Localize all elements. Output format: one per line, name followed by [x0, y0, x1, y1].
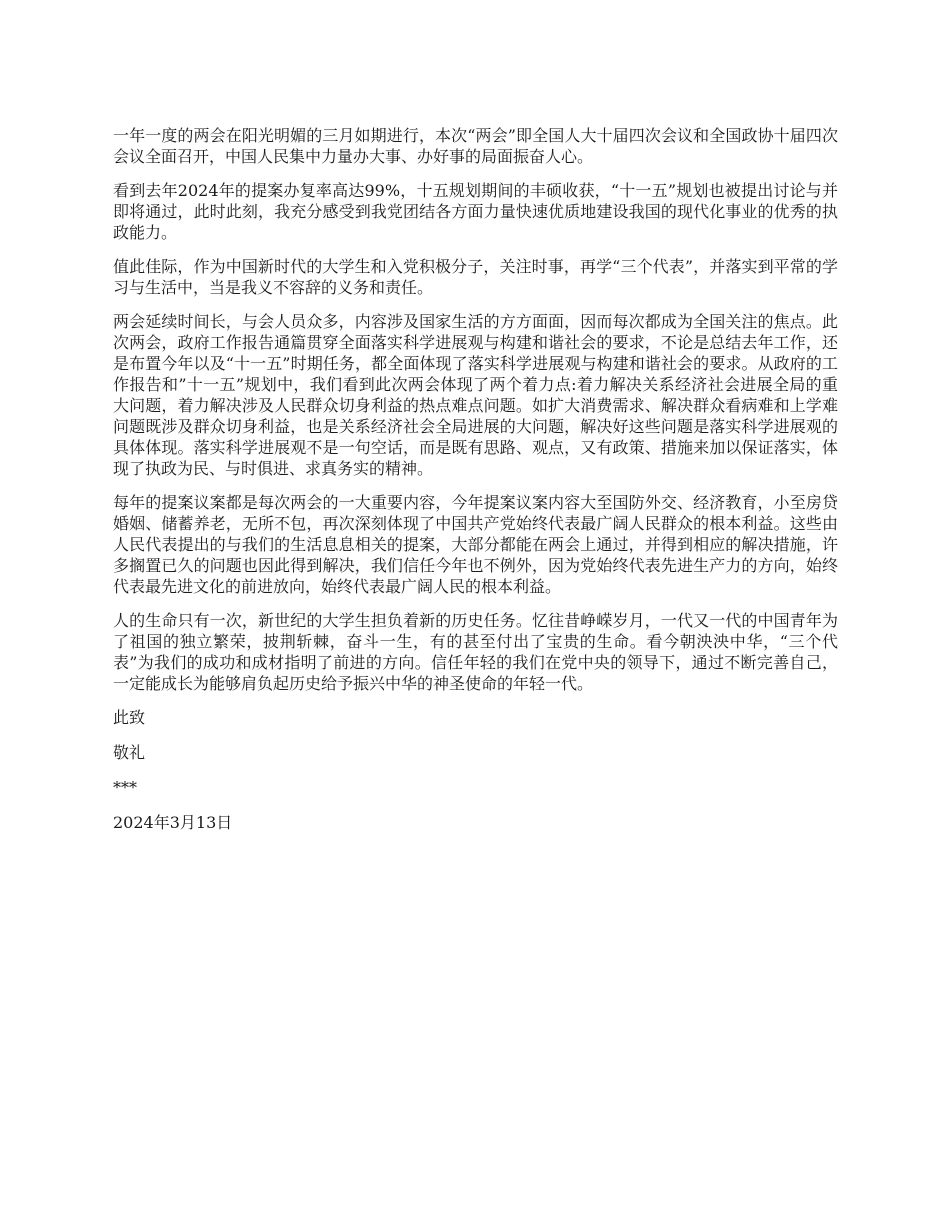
paragraph-6: 人的生命只有一次，新世纪的大学生担负着新的历史任务。忆往昔峥嵘岁月，一代又一代的中国青年为了祖国的独立繁荣，披荆斩棘，奋斗一生，有的甚至付出了宝贵的生命。看今朝泱泱中华，“三个代表”为我们的成功和成材指明了前进的方向。信任年轻的我们在党中央的领导下，通过不断完善自己，一定能成长为能够肩负起历史给予振兴中华的神圣使命的年轻一代。: [113, 611, 838, 693]
letter-document: [113, 125, 838, 847]
paragraph-2: 看到去年2024年的提案办复率高达99%，十五规划期间的丰硕收获，“十一五”规划也被提出讨论与并即将通过，此时此刻，我充分感受到我党团结各方面力量快速优质地建设我国的现代化事业的优秀的执政能力。: [113, 181, 838, 242]
paragraph-4: 两会延续时间长，与会人员众多，内容涉及国家生活的方方面面，因而每次都成为全国关注的焦点。此次两会，政府工作报告通篇贯穿全面落实科学进展观与构建和谐社会的要求，不论是总结去年工作，还是布置今年以及“十一五”时期任务，都全面体现了落实科学进展观与构建和谐社会的要求。从政府的工作报告和”十一五”规划中，我们看到此次两会体现了两个着力点:着力解决关系经济社会进展全局的重大问题，着力解决涉及人民群众切身利益的热点难点问题。如扩大消费需求、解决群众看病难和上学难问题既涉及群众切身利益，也是关系经济社会全局进展的大问题，解决好这些问题是落实科学进展观的具体体现。落实科学进展观不是一句空话，而是既有思路、观点，又有政策、措施来加以保证落实，体现了执政为民、与时俱进、求真务实的精神。: [113, 312, 838, 478]
paragraph-3: 值此佳际，作为中国新时代的大学生和入党积极分子，关注时事，再学“三个代表”，并落实到平常的学习与生活中，当是我义不容辞的义务和责任。: [113, 257, 838, 297]
paragraph-1: 一年一度的两会在阳光明媚的三月如期进行，本次“两会”即全国人大十届四次会议和全国政协十届四次会议全面召开，中国人民集中力量办大事、办好事的局面振奋人心。: [113, 126, 838, 166]
paragraph-5: 每年的提案议案都是每次两会的一大重要内容，今年提案议案内容大至国防外交、经济教育，小至房贷婚姻、储蓄养老，无所不包，再次深刻体现了中国共产党始终代表最广阔人民群众的根本利益。这些由人民代表提出的与我们的生活息息相关的提案，大部分都能在两会上通过，并得到相应的解决措施，许多搁置已久的问题也因此得到解决，我们信任今年也不例外，因为党始终代表先进生产力的方向，始终代表最先进文化的前进放向，始终代表最广阔人民的根本利益。: [113, 493, 838, 596]
closing-salutation: 此致: [113, 708, 146, 727]
closing-regards: 敬礼: [113, 743, 146, 762]
letter-date: 2024年3月13日: [113, 813, 233, 832]
signature: ***: [113, 778, 137, 797]
